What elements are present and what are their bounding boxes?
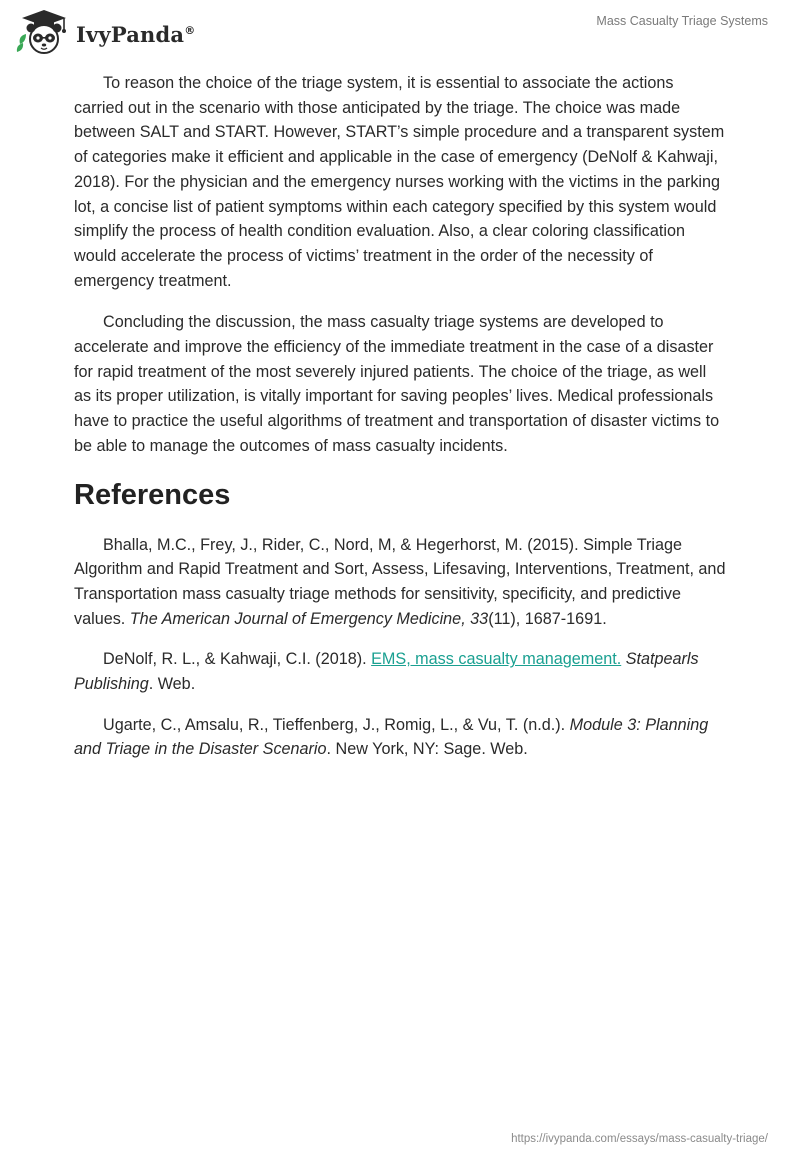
- reference-item: Ugarte, C., Amsalu, R., Tieffenberg, J., Romig, L., & Vu, T. (n.d.). Module 3: Planning and Triage in the Disaster Scenario. New York, NY: Sage. Web.: [74, 715, 709, 759]
- reference-journal: The American Journal of Emergency Medicine, 33: [129, 609, 489, 628]
- page-header: [0, 0, 800, 60]
- body-paragraph: Concluding the discussion, the mass casualty triage systems are developed to accelerate and improve the efficiency of the immediate treatment in the case of a disaster for rapid treatment of the most severely injured patients. The choice of the triage, as well as its proper utilization, is vitally important for saving peoples’ lives. Medical professionals have to practice the useful algorithms of treatment and transportation of disaster victims to be able to manage the outcomes of mass casualty incidents.: [74, 313, 720, 455]
- reference-item: DeNolf, R. L., & Kahwaji, C.I. (2018). EMS, mass casualty management. Statpearls Publishing. Web.: [74, 650, 699, 694]
- body-paragraph: To reason the choice of the triage system, it is essential to associate the actions carried out in the scenario with those anticipated by the triage. The choice was made between SALT and START. However, START’s simple procedure and a transparent system of categories make it efficient and applicable in the case of emergency (DeNolf & Kahwaji, 2018). For the physician and the emergency nurses working with the victims in the parking lot, a concise list of patient symptoms within each category specified by this system would simplify the process of health condition evaluation. Also, a clear coloring classification would accelerate the process of victims’ treatment in the order of the necessity of emergency treatment.: [74, 74, 725, 290]
- document-body: [74, 71, 726, 778]
- brand-name: IvyPanda®: [76, 21, 196, 47]
- running-title: Mass Casualty Triage Systems: [596, 14, 768, 28]
- footer-url[interactable]: https://ivypanda.com/essays/mass-casualty-triage/: [511, 1133, 768, 1145]
- reference-publisher: Statpearls Publishing: [74, 650, 699, 694]
- reference-link[interactable]: EMS, mass casualty management.: [371, 650, 622, 669]
- reference-item: Bhalla, M.C., Frey, J., Rider, C., Nord, M, & Hegerhorst, M. (2015). Simple Triage Algorithm and Rapid Treatment and Sort, Assess, Lifesaving, Interventions, Treatment, and Transportation mass casualty triage methods for sensitivity, specificity, and predictive values. The American Journal of Emergency Medicine, 33(11), 1687-1691.: [74, 535, 726, 628]
- references-heading: References: [74, 478, 231, 511]
- panda-graduate-icon: [14, 8, 74, 56]
- brand-logo[interactable]: [14, 8, 195, 56]
- reference-title: Module 3: Planning and Triage in the Disaster Scenario: [74, 715, 709, 759]
